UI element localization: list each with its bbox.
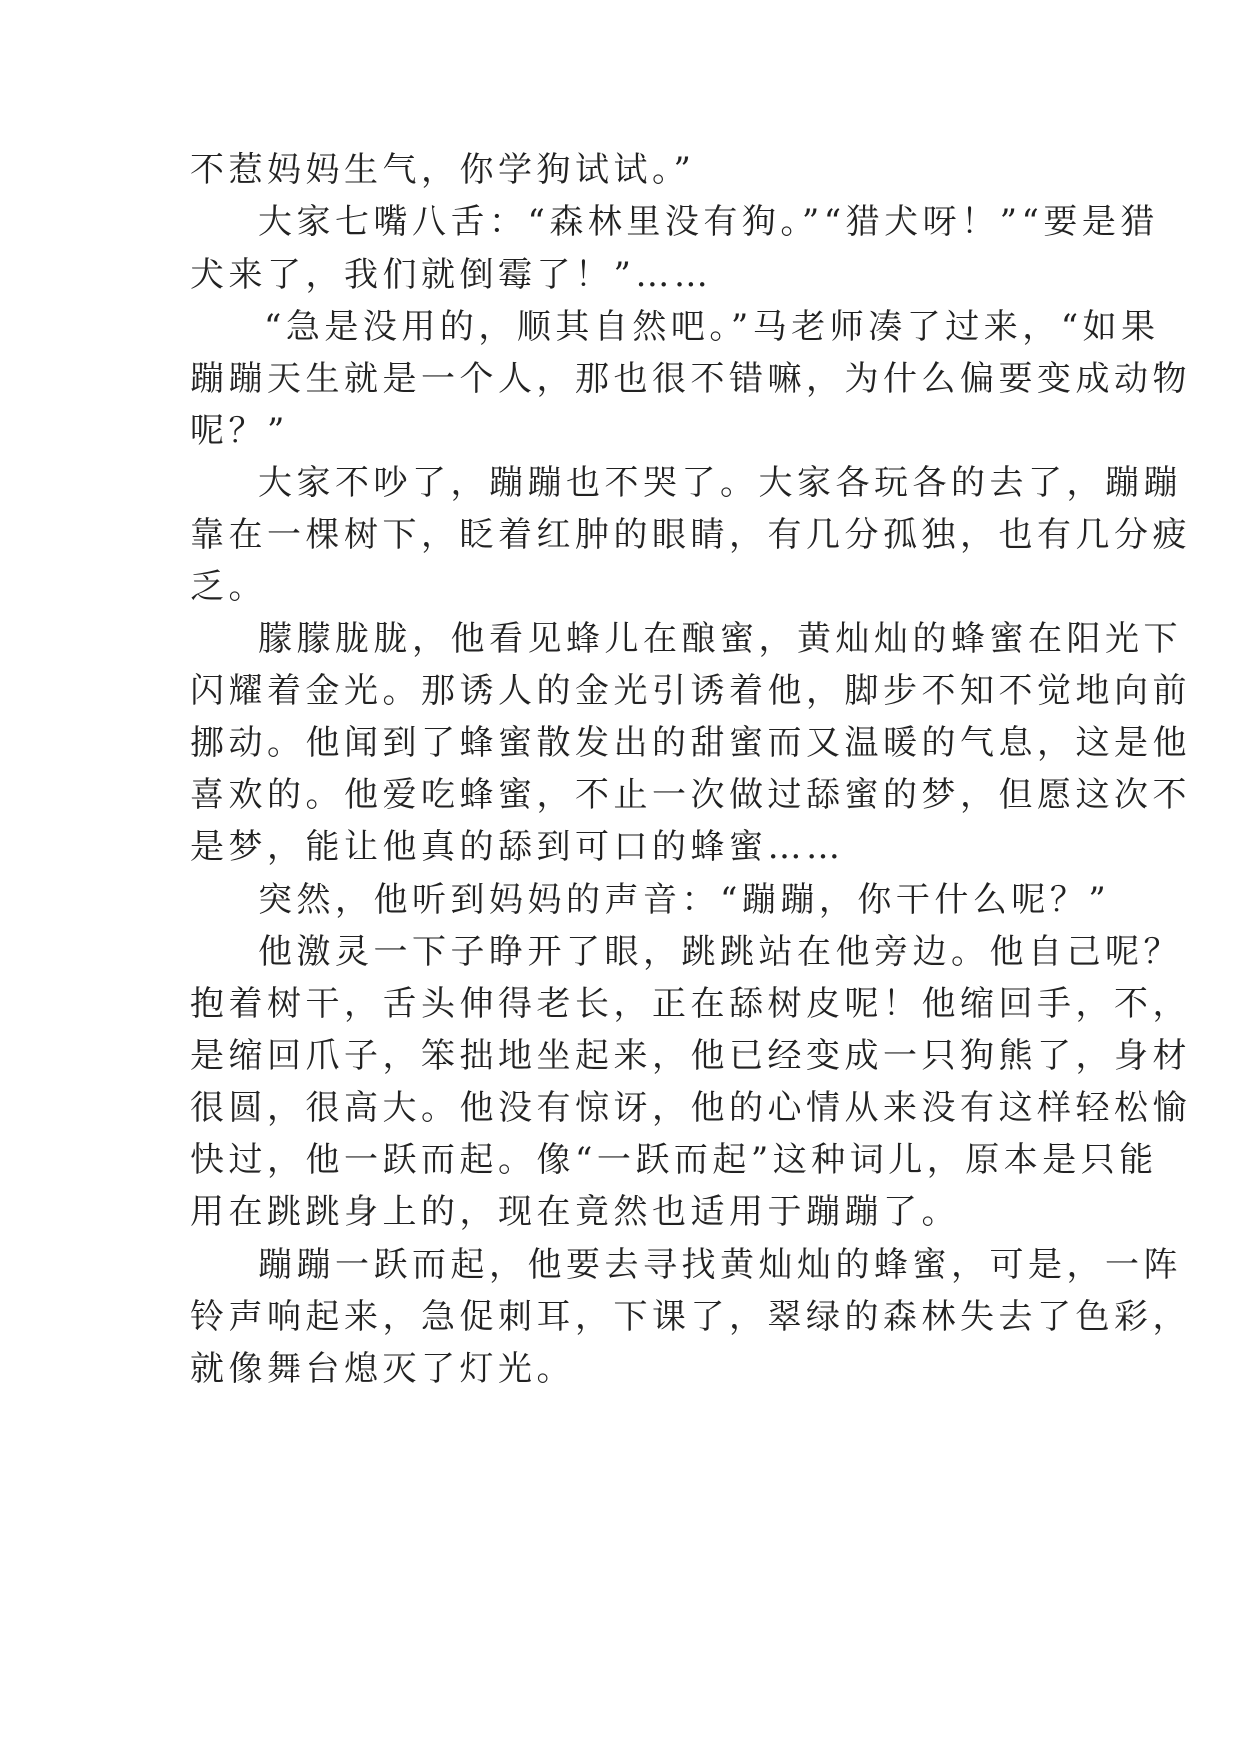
text-line: 喜欢的。他爱吃蜂蜜，不止一次做过舔蜜的梦，但愿这次不 (190, 775, 1191, 815)
text-line: 犬来了，我们就倒霉了！”…… (190, 255, 713, 295)
paragraph-start-line: 突然，他听到妈妈的声音：“蹦蹦，你干什么呢？” (258, 880, 1111, 920)
paragraph-start-line: 他激灵一下子睁开了眼，跳跳站在他旁边。他自己呢？ (258, 932, 1182, 972)
paragraph-start-line: 大家不吵了，蹦蹦也不哭了。大家各玩各的去了，蹦蹦 (258, 463, 1182, 503)
paragraph-start-line: 朦朦胧胧，他看见蜂儿在酿蜜，黄灿灿的蜂蜜在阳光下 (258, 619, 1182, 659)
text-line: 是梦，能让他真的舔到可口的蜂蜜…… (190, 827, 845, 867)
text-line: 就像舞台熄灭了灯光。 (190, 1349, 575, 1389)
text-line: 抱着树干，舌头伸得老长，正在舔树皮呢！他缩回手，不， (190, 984, 1191, 1024)
text-line: 靠在一棵树下，眨着红肿的眼睛，有几分孤独，也有几分疲 (190, 515, 1191, 555)
text-line: 用在跳跳身上的，现在竟然也适用于蹦蹦了。 (190, 1192, 960, 1232)
text-line: 蹦蹦天生就是一个人，那也很不错嘛，为什么偏要变成动物 (190, 359, 1191, 399)
text-line: 铃声响起来，急促刺耳，下课了，翠绿的森林失去了色彩， (190, 1297, 1191, 1337)
text-line: 快过，他一跃而起。像“一跃而起”这种词儿，原本是只能 (190, 1140, 1158, 1180)
text-line: 挪动。他闻到了蜂蜜散发出的甜蜜而又温暖的气息，这是他 (190, 723, 1191, 763)
text-line: 呢？” (190, 411, 289, 451)
text-line: 闪耀着金光。那诱人的金光引诱着他，脚步不知不觉地向前 (190, 671, 1191, 711)
paragraph-start-line: 大家七嘴八舌：“森林里没有狗。”“猎犬呀！”“要是猎 (258, 202, 1159, 242)
paragraph-start-line: 蹦蹦一跃而起，他要去寻找黄灿灿的蜂蜜，可是，一阵 (258, 1245, 1182, 1285)
text-line: 是缩回爪子，笨拙地坐起来，他已经变成一只狗熊了，身材 (190, 1036, 1191, 1076)
text-line: 不惹妈妈生气，你学狗试试。” (190, 150, 696, 190)
text-line: 乏。 (190, 567, 267, 607)
paragraph-start-line: “急是没用的，顺其自然吧。”马老师凑了过来，“如果 (264, 307, 1160, 347)
text-line: 很圆，很高大。他没有惊讶，他的心情从来没有这样轻松愉 (190, 1088, 1191, 1128)
